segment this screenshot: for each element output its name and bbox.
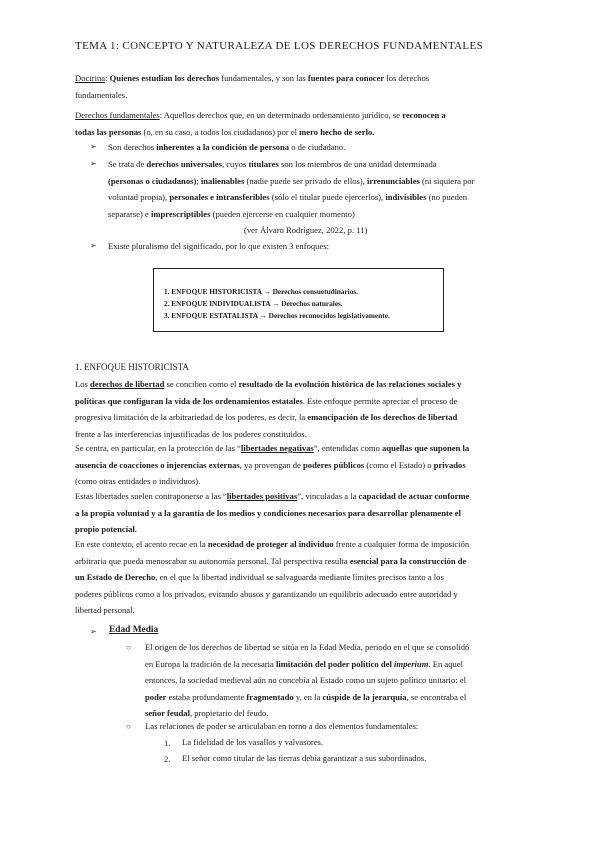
box-line: 2. ENFOQUE INDIVIDUALISTA → Derechos naturales.: [164, 299, 343, 308]
bullet-item: Son derechos inherentes a la condición de persona o de ciudadano.: [108, 142, 346, 152]
doctrina-label: Doctrina: [75, 73, 106, 83]
section-heading: 1. ENFOQUE HISTORICISTA: [75, 362, 189, 372]
list-number: 1.: [164, 738, 171, 748]
list-item: Las relaciones de poder se articulaban en torno a dos elementos fundamentales:: [145, 721, 419, 731]
box-line: 1. ENFOQUE HISTORICISTA → Derechos consuetudinarios.: [164, 287, 359, 296]
numbered-item: La fidelidad de los vasallos y valvasores.: [182, 737, 324, 747]
arrow-bullet-icon: ➢: [90, 627, 97, 636]
box-line: 3. ENFOQUE ESTATALISTA → Derechos reconocidos legislativamente.: [164, 311, 390, 320]
numbered-item: El señor como titular de las tierras debía garantizar a sus subordinados.: [182, 753, 427, 763]
definition-label: Derechos fundamentales: [75, 110, 160, 120]
negative-liberties-paragraph: Se centra, en particular, en la protección de las “libertades negativas”, entendidas como aquellas que suponen la ausencia de coacciones o injerencias externas, ya provengan de poderes públicos (como el Estado) o privados (como otras entidades o individuos).: [75, 443, 470, 486]
circle-bullet-icon: ○: [126, 722, 131, 731]
doctrina-paragraph: Doctrina: Quienes estudian los derechos fundamentales, y son las fuentes para conocer los derechos fundamentales.: [75, 73, 430, 100]
historicism-paragraph: Los derechos de libertad se conciben como el resultado de la evolución histórica de las relaciones sociales y políticas que configuran la vida de los ordenamientos estatales. Este enfoque permite apreciar el proceso de progresiva limitación de la arbitrariedad de los poderes, es decir, la emancipación de los derechos de libertad frente a las interferencias injustificadas de los poderes constituidos.: [75, 379, 462, 439]
rule-of-law-paragraph: En este contexto, el acento recae en la necesidad de proteger al individuo frente a cualquier forma de imposición arbitraria que pueda menoscabar su autonomía personal. Tal perspectiva resulta esencial para la construcción de un Estado de Derecho, en el que la libertad individual se salvaguarda mediante límites precisos tanto a los poderes públicos como a los privados, evitando abusos y garantizando un equilibrio adecuado entre autoridad y libertad personal.: [75, 539, 470, 615]
subsection-heading: Edad Media: [109, 625, 159, 635]
page-title: TEMA 1: CONCEPTO Y NATURALEZA DE LOS DERECHOS FUNDAMENTALES: [75, 40, 484, 52]
bullet-item: Existe pluralismo del significado, por lo que existen 3 enfoques:: [108, 241, 330, 251]
arrow-bullet-icon: ➢: [90, 241, 97, 250]
circle-bullet-icon: ○: [126, 643, 131, 652]
positive-liberties-paragraph: Estas libertades suelen contraponerse a las “libertades positivas”, vinculadas a la capacidad de actuar conforme a la propia voluntad y a la garantía de los medios y condiciones necesarios para desarrollar plenamente el propio potencial.: [75, 491, 470, 534]
citation: (ver Álvaro Rodríguez, 2022, p. 11): [244, 225, 368, 235]
approaches-box: [153, 268, 444, 332]
arrow-bullet-icon: ➢: [90, 159, 97, 168]
list-number: 2.: [164, 754, 171, 764]
definition-paragraph: Derechos fundamentales: Aquellos derechos que, en un determinado ordenamiento jurídico, se reconocen a todas las personas (o, en su caso, a todos los ciudadanos) por el mero hecho de serlo.: [75, 110, 446, 137]
bullet-item: Se trata de derechos universales, cuyos titulares son los miembros de una unidad determinada (personas o ciudadanos); inalienables (nadie puede ser privado de ellos), irrenunciables (ni siquiera por voluntad propia), personales e intransferibles (sólo el titular puede ejercerlos), indivisibles (no pueden separarse) e imprescriptibles (pueden ejercerse en cualquier momento): [108, 159, 475, 219]
list-item: El origen de los derechos de libertad se sitúa en la Edad Media, periodo en el que se consolidó en Europa la tradición de la necesaria limitación del poder político del imperium. En aquel entonces, la sociedad medieval aún no concebía al Estado como un sujeto político unitario: el poder estaba profundamente fragmentado y, en la cúspide de la jerarquía, se encontraba el señor feudal, propietario del feudo.: [145, 642, 470, 718]
arrow-bullet-icon: ➢: [90, 142, 97, 151]
